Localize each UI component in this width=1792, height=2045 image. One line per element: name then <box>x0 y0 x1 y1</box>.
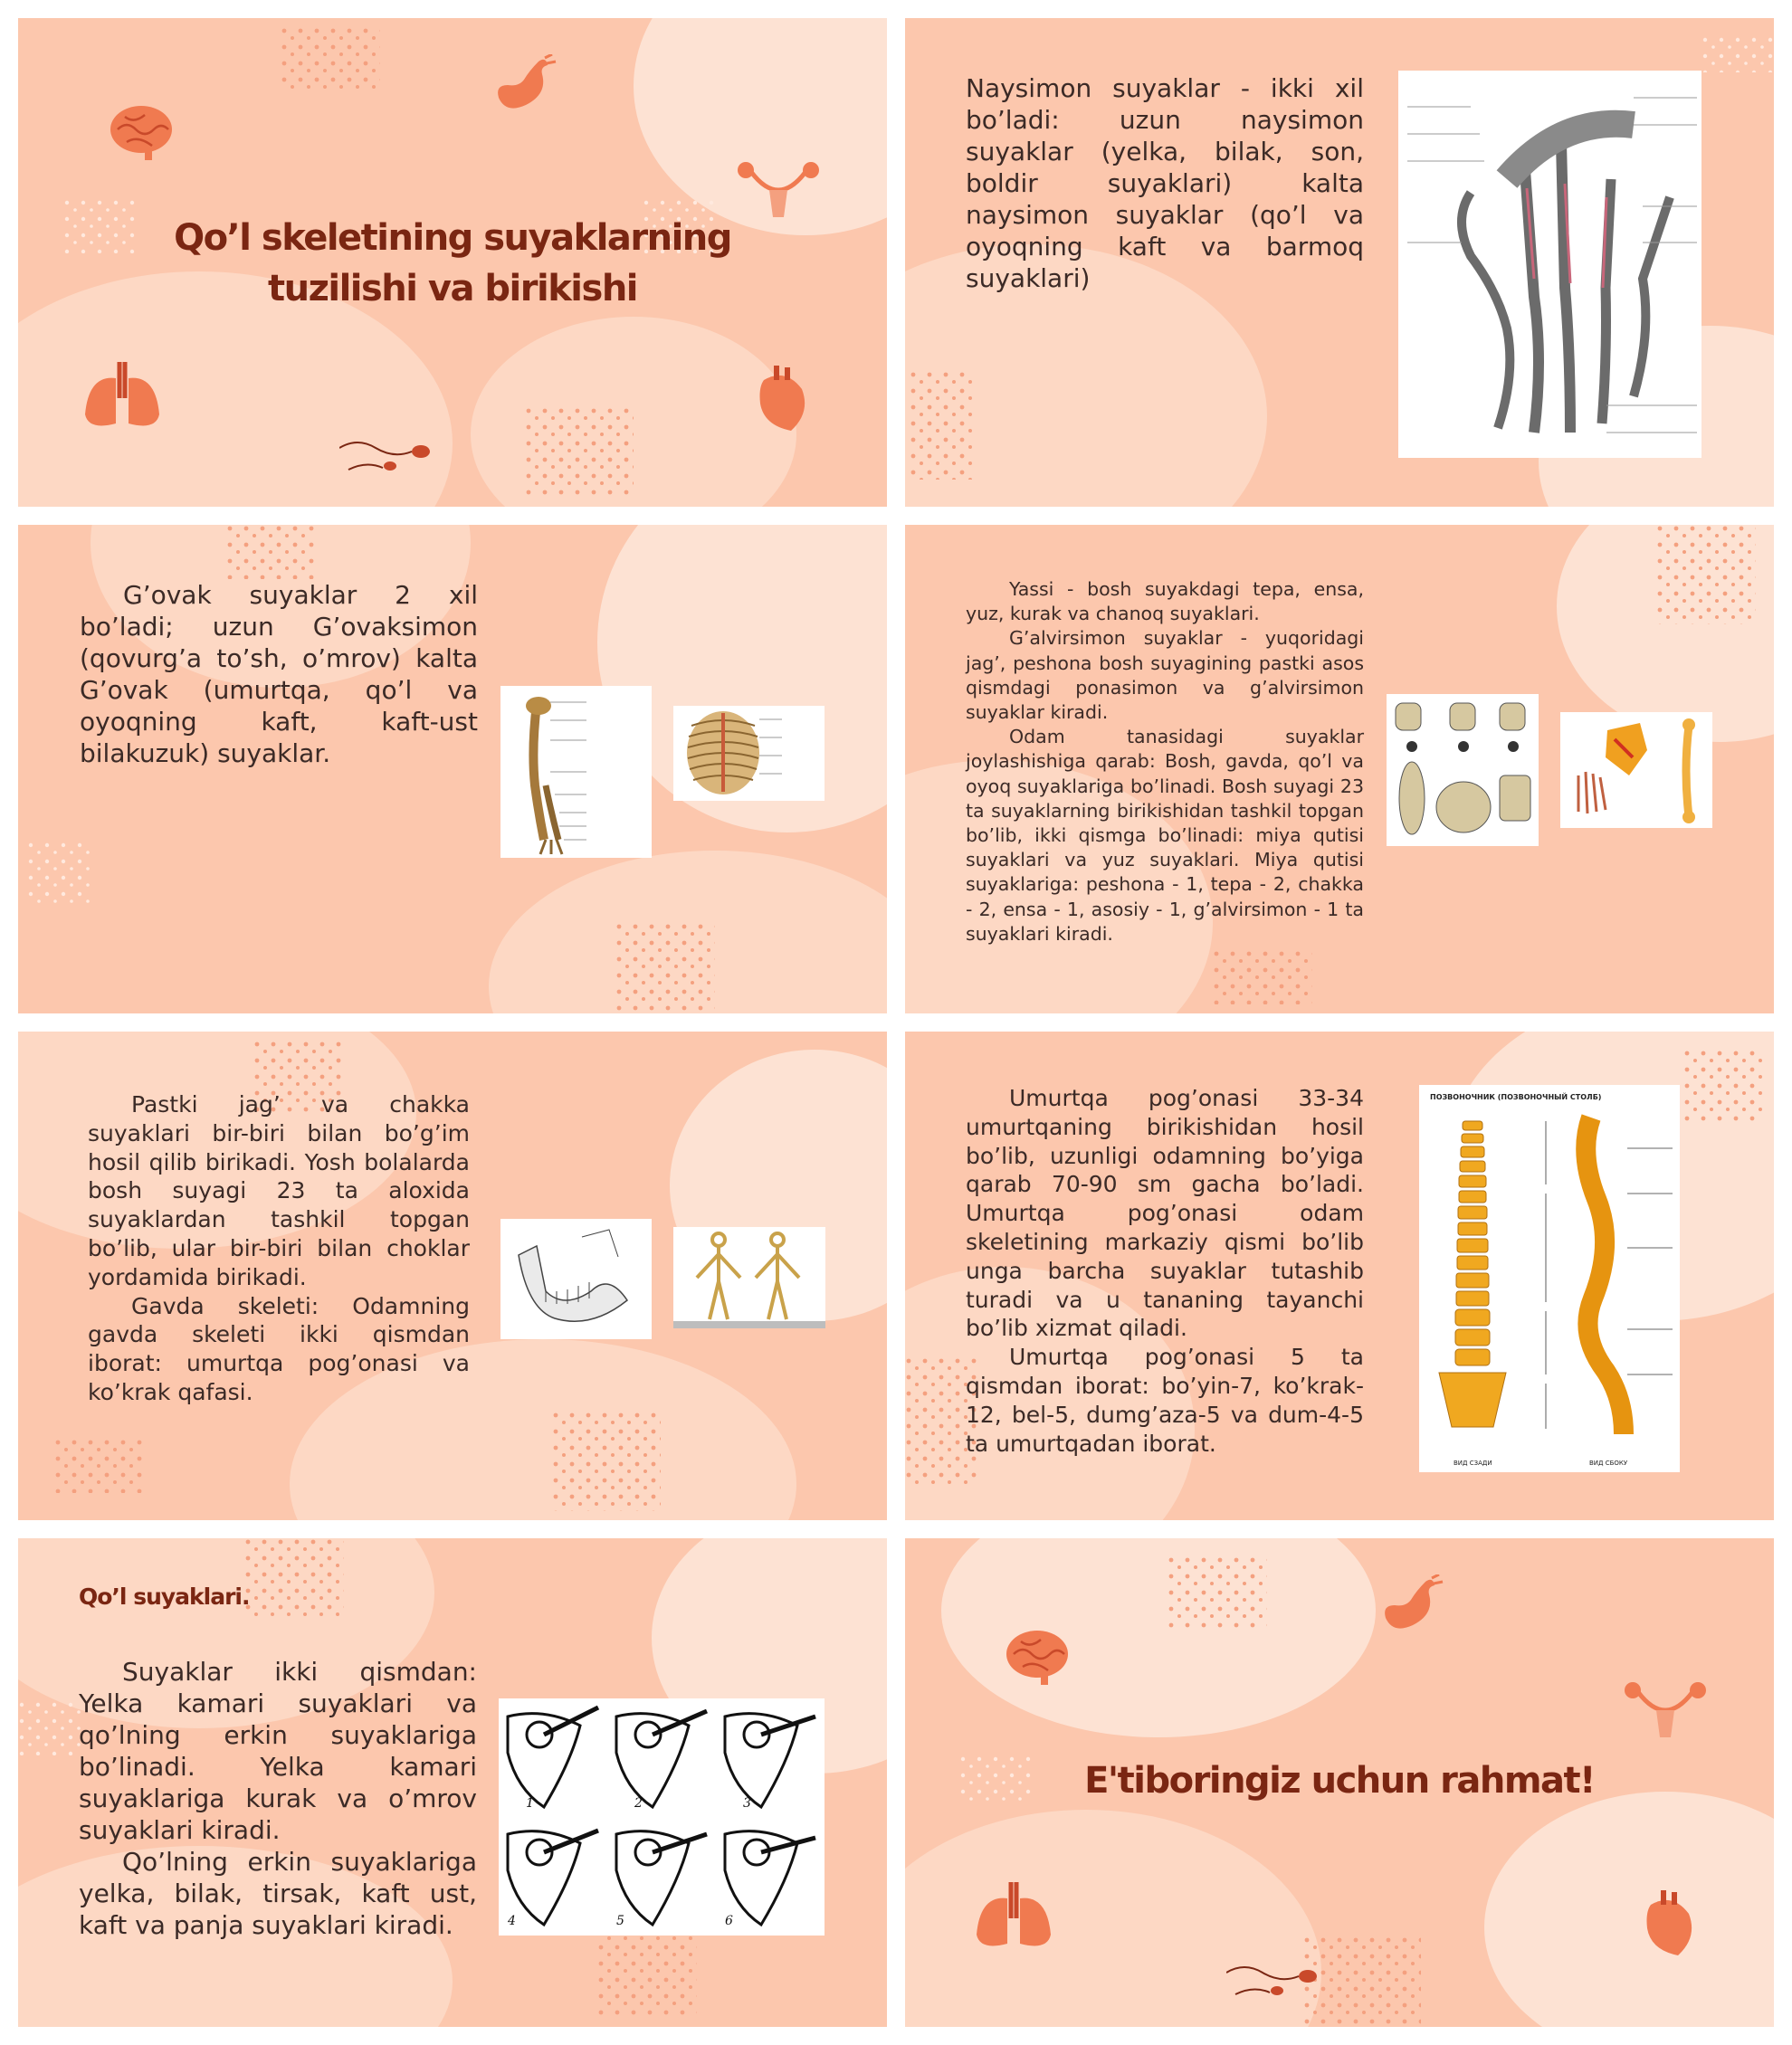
arm-bones-figure <box>500 686 652 858</box>
spine-back-view-label: ВИД СЗАДИ <box>1454 1460 1492 1467</box>
arm-bones-text <box>79 1656 477 1941</box>
figure-label-3: 3 <box>743 1796 751 1811</box>
lungs-icon <box>973 1873 1054 1958</box>
full-skeleton-figure <box>673 1227 825 1328</box>
ribcage-figure <box>673 706 825 801</box>
slide-arm-bones <box>18 1538 887 2027</box>
sperm-icon <box>1226 1955 1326 2012</box>
trunk-skeleton-paragraph: Gavda skeleti: Odamning gavda skeleti ikki qismdan iborat: umurtqa pog’onasi va ko’krak qafasi. <box>88 1292 470 1405</box>
spongy-bones-text: G’ovak suyaklar 2 xil bo’ladi; uzun G’ovaksimon (qovurg’a to’sh, o’mrov) kalta G’ovak (umurtqa, qo’l va oyoqning kaft, kaft-ust bilakuzuk) suyaklar. <box>80 580 478 768</box>
presentation-title: Qo’l skeletining suyaklarning tuzilishi va birikishi <box>174 217 731 309</box>
figure-label-1: 1 <box>526 1796 534 1811</box>
spine-sections-paragraph: Umurtqa pog’onasi 5 ta qismdan iborat: bo’yin-7, ko’krak-12, bel-5, dumg’aza-5 va dum-4-5 ta umurtqadan iborat. <box>966 1344 1364 1457</box>
slide-tubular-bones <box>905 18 1774 507</box>
hand-skeleton-figure <box>1398 71 1701 458</box>
flat-bones-text <box>966 577 1364 946</box>
joints-figure <box>1387 694 1539 846</box>
ethmoid-bones-paragraph: G’alvirsimon suyaklar - yuqoridagi jag’, peshona bosh suyagining pastki asos qismdagi ponasimon va g’alvirsimon suyaklar kiradi. <box>966 627 1364 724</box>
spine-figure <box>1419 1085 1680 1472</box>
slide-spongy-bones <box>18 525 887 1013</box>
spine-figure-title: ПОЗВОНОЧНИК (ПОЗВОНОЧНЫЙ СТОЛБ) <box>1430 1093 1602 1101</box>
brain-icon <box>1005 1629 1072 1691</box>
slide-thanks <box>905 1538 1774 2027</box>
slide-flat-bones <box>905 525 1774 1013</box>
thanks-title: E'tiboringiz uchun rahmat! <box>1084 1760 1595 1802</box>
spine-text <box>966 1084 1364 1458</box>
stomach-icon <box>1376 1574 1448 1641</box>
free-arm-bones-paragraph: Qo’lning erkin suyaklariga yelka, bilak, tirsak, kaft ust, kaft va panja suyaklari kiradi. <box>79 1847 477 1940</box>
slide-title <box>18 18 887 507</box>
arm-bones-paragraph: Suyaklar ikki qismdan: Yelka kamari suyaklari va qo’lning erkin suyaklariga bo’linadi. Yelka kamari suyaklariga kurak va o’mrov suyaklari kiradi. <box>79 1657 477 1845</box>
heart-icon <box>751 362 815 438</box>
jaw-figure <box>500 1219 652 1339</box>
jaw-trunk-text <box>88 1090 470 1407</box>
spine-side-view-label: ВИД СБОКУ <box>1589 1460 1628 1467</box>
arm-bones-heading: Qo’l suyaklari. <box>79 1584 250 1610</box>
slide-spine <box>905 1032 1774 1520</box>
shoulder-joint-figure <box>499 1698 825 1936</box>
brain-icon <box>109 104 176 166</box>
figure-label-2: 2 <box>634 1796 643 1811</box>
sperm-icon <box>339 430 439 488</box>
tubular-bones-text: Naysimon suyaklar - ikki xil bo’ladi: uzun naysimon suyaklar (yelka, bilak, son, boldir suyaklari) kalta naysimon suyaklar (qo’l va oyoqning kaft va barmoq suyaklari) <box>966 73 1364 293</box>
lungs-icon <box>81 353 163 438</box>
figure-label-5: 5 <box>616 1914 624 1928</box>
body-bones-paragraph: Odam tanasidagi suyaklar joylashishiga qarab: Bosh, gavda, qo’l va oyoq suyaklariga bo’linadi. Bosh suyagi 23 ta suyaklarning birikishidan tashkil topgan bo’lib, ikki qismga bo’linadi: miya qutisi suyaklari va yuz suyaklari. Miya qutisi suyaklariga: peshona - 1, tepa - 2, chakka - 2, ensa - 1, asosiy - 1, g’alvirsimon - 1 ta suyaklari kiradi. <box>966 726 1364 945</box>
figure-label-4: 4 <box>508 1914 516 1928</box>
flat-bones-paragraph: Yassi - bosh suyakdagi tepa, ensa, yuz, kurak va chanoq suyaklari. <box>966 578 1364 625</box>
figure-label-6: 6 <box>725 1914 733 1928</box>
bone-types-figure <box>1560 712 1712 828</box>
slide-jaw-trunk <box>18 1032 887 1520</box>
stomach-icon <box>489 54 561 121</box>
jaw-joint-paragraph: Pastki jag’ va chakka suyaklari bir-biri bilan bo’g’im hosil qilib birikadi. Yosh bolalarda bosh suyagi 23 ta aloxida suyaklardan tashkil topgan bo’lib, ular bir-biri bilan choklar yordamida birikadi. <box>88 1091 470 1290</box>
uterus-icon <box>1620 1674 1711 1750</box>
spine-paragraph: Umurtqa pog’onasi 33-34 umurtqaning birikishidan hosil bo’lib, uzunligi odamning bo’yiga qarab 70-90 sm gacha bo’ladi. Umurtqa pog’onasi odam skeletining markaziy qismi bo’lib unga barcha suyaklar tutashib turadi va u tananing tayanchi bo’lib xizmat qiladi. <box>966 1085 1364 1342</box>
heart-icon <box>1638 1887 1701 1963</box>
